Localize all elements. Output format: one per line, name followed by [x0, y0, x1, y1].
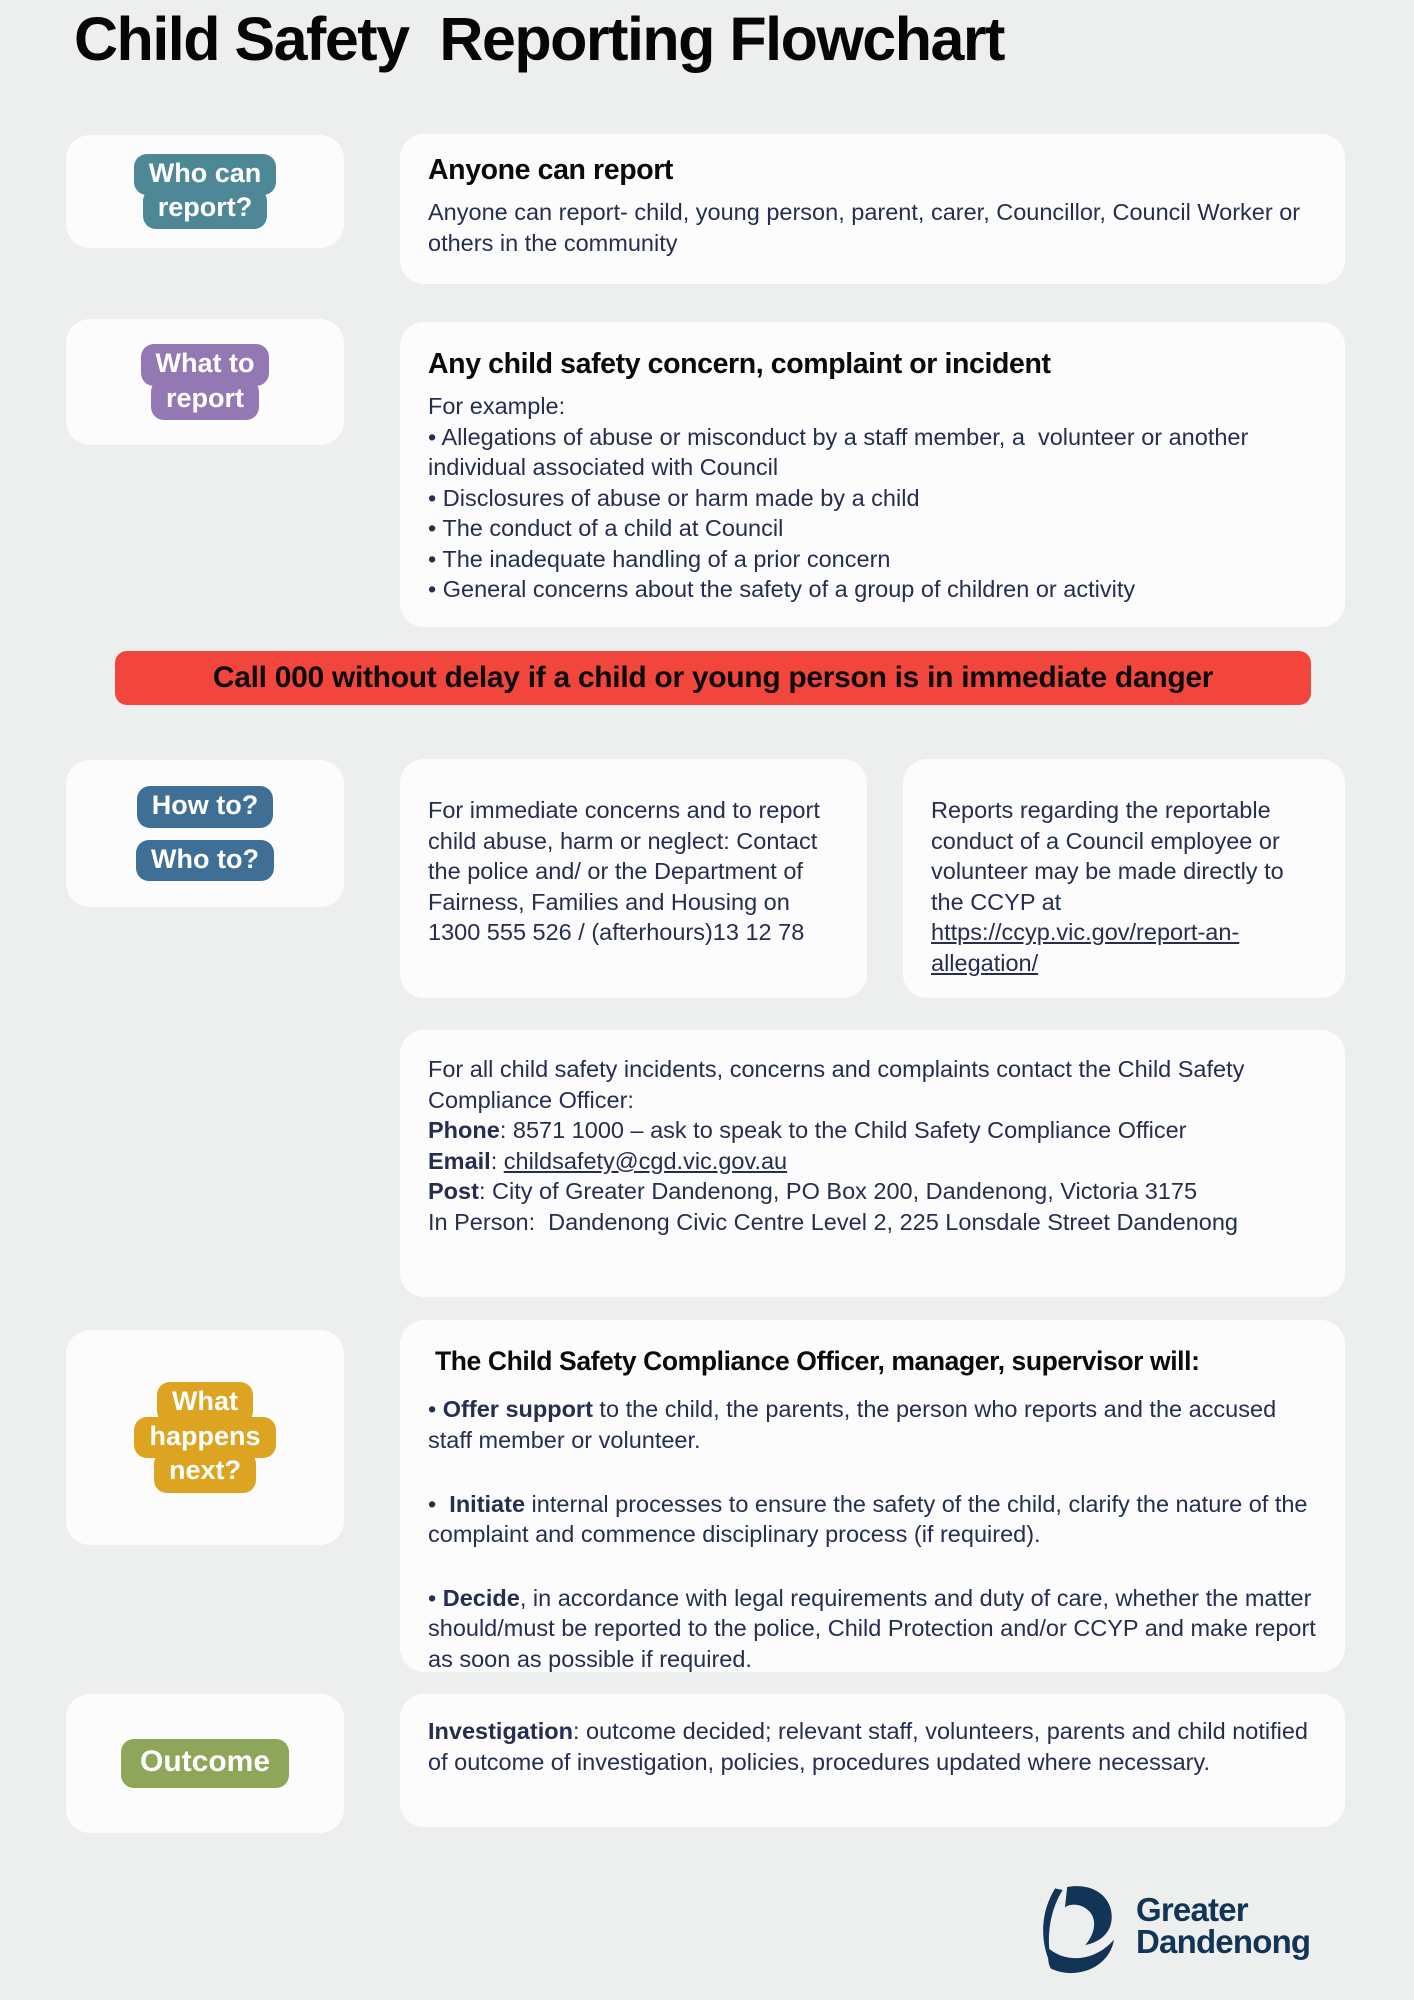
dandenong-d-logo-icon — [1028, 1878, 1126, 1988]
what-bullet: • Allegations of abuse or misconduct by a staff member, a volunteer or another individual associated with Council — [428, 422, 1317, 483]
ccyp-report-text-before: Reports regarding the reportable conduct of a Council employee or volunteer may be made directly to the CCYP at — [931, 797, 1291, 915]
what-happens-next-badge-card — [66, 1330, 344, 1545]
outcome-lead: Investigation — [428, 1718, 573, 1744]
outcome-content-card — [400, 1694, 1345, 1827]
contact-post-line — [428, 1176, 1317, 1207]
next-bullet-lead: Decide — [442, 1584, 520, 1611]
who-can-report-content-card — [400, 134, 1345, 284]
what-heading: Any child safety concern, complaint or incident — [428, 348, 1051, 380]
badge-line: How to? — [137, 786, 273, 827]
badge-line: Who to? — [136, 840, 274, 881]
logo-line-1: Greater — [1136, 1891, 1248, 1928]
next-bullet-lead: Initiate — [442, 1490, 526, 1517]
badge-line: report? — [143, 188, 268, 229]
what-bullet: • General concerns about the safety of a group of children or activity — [428, 574, 1317, 605]
what-to-report-badge-card — [66, 319, 344, 445]
next-bullet — [428, 1489, 1317, 1550]
ccyp-report-link[interactable]: https://ccyp.vic.gov/report-an-allegation/ — [931, 919, 1240, 976]
who-body: Anyone can report- child, young person, parent, carer, Councillor, Council Worker or others in the community — [428, 199, 1307, 256]
post-label: Post — [428, 1178, 479, 1205]
badge-line: happens — [134, 1417, 275, 1458]
greater-dandenong-logo — [1028, 1878, 1310, 1988]
what-bullet: • The inadequate handling of a prior concern — [428, 544, 1317, 575]
emergency-banner: Call 000 without delay if a child or young person is in immediate danger — [115, 651, 1311, 705]
contact-inperson-line: In Person: Dandenong Civic Centre Level 2, 225 Lonsdale Street Dandenong — [428, 1208, 1238, 1235]
who-can-report-badge — [134, 154, 277, 230]
badge-line: Outcome — [121, 1739, 289, 1788]
email-sep: : — [490, 1147, 504, 1174]
what-to-report-content-card — [400, 322, 1345, 627]
outcome-badge — [121, 1739, 289, 1788]
what-bullet: • Disclosures of abuse or harm made by a child — [428, 483, 1317, 514]
ccyp-report-card — [903, 759, 1345, 998]
logo-line-2: Dandenong — [1136, 1923, 1311, 1961]
contact-card — [400, 1030, 1345, 1297]
outcome-rest: : outcome decided; relevant staff, volunteers, parents and child notified of outcome of investigation, policies, procedures updated where necessary. — [428, 1718, 1315, 1775]
phone-text: : 8571 1000 – ask to speak to the Child Safety Compliance Officer — [499, 1117, 1187, 1144]
who-heading: Anyone can report — [428, 154, 673, 186]
next-bullet — [428, 1583, 1323, 1675]
badge-line: What — [157, 1382, 253, 1423]
contact-email-line — [428, 1146, 1317, 1177]
badge-line: What to — [141, 344, 270, 385]
who-to-badge — [136, 840, 274, 881]
what-to-report-badge — [141, 344, 270, 420]
email-label: Email — [428, 1147, 491, 1174]
next-bullet-lead: Offer support — [442, 1396, 593, 1423]
what-bullet: • The conduct of a child at Council — [428, 513, 1317, 544]
next-bullet-rest: to the child, the parents, the person who reports and the accused staff member or volunteer. — [428, 1396, 1283, 1453]
contact-intro: For all child safety incidents, concerns and complaints contact the Child Safety Compliance Officer: — [428, 1056, 1251, 1113]
what-intro: For example: — [428, 393, 566, 420]
immediate-concerns-text: For immediate concerns and to report child abuse, harm or neglect: Contact the police and/ or the Department of Fairness, Families and Housing on 1300 555 526 / (afterhours)13 12 78 — [428, 797, 827, 946]
next-heading: The Child Safety Compliance Officer, manager, supervisor will: — [428, 1346, 1200, 1376]
outcome-badge-card — [66, 1694, 344, 1833]
page-title: Child Safety Reporting Flowchart — [74, 5, 1004, 73]
outcome-text — [428, 1716, 1317, 1777]
badge-line: Who can — [134, 154, 277, 195]
ccyp-report-text — [931, 795, 1317, 978]
badge-line: report — [151, 379, 259, 420]
badge-line: next? — [154, 1451, 256, 1492]
how-who-badge-card — [66, 760, 344, 907]
contact-phone-line — [428, 1115, 1317, 1146]
next-bullet — [428, 1394, 1317, 1455]
what-happens-next-badge — [134, 1382, 275, 1492]
who-can-report-badge-card — [66, 135, 344, 248]
logo-text — [1136, 1891, 1311, 1988]
what-bullet-list — [428, 422, 1317, 605]
immediate-concerns-card — [400, 759, 867, 998]
next-bullet-rest: , in accordance with legal requirements and duty of care, whether the matter should/must be reported to the police, Child Protection and/or CCYP and make report as soon as possible if required. — [428, 1584, 1323, 1672]
how-who-badge-group — [136, 786, 274, 881]
email-link[interactable]: childsafety@cgd.vic.gov.au — [503, 1147, 788, 1174]
what-happens-next-content-card — [400, 1320, 1345, 1672]
phone-label: Phone — [428, 1117, 500, 1144]
next-bullet-rest: internal processes to ensure the safety of the child, clarify the nature of the complaint and commence disciplinary process (if required). — [428, 1490, 1315, 1548]
how-to-badge — [137, 786, 273, 827]
post-text: : City of Greater Dandenong, PO Box 200, Dandenong, Victoria 3175 — [478, 1178, 1198, 1205]
